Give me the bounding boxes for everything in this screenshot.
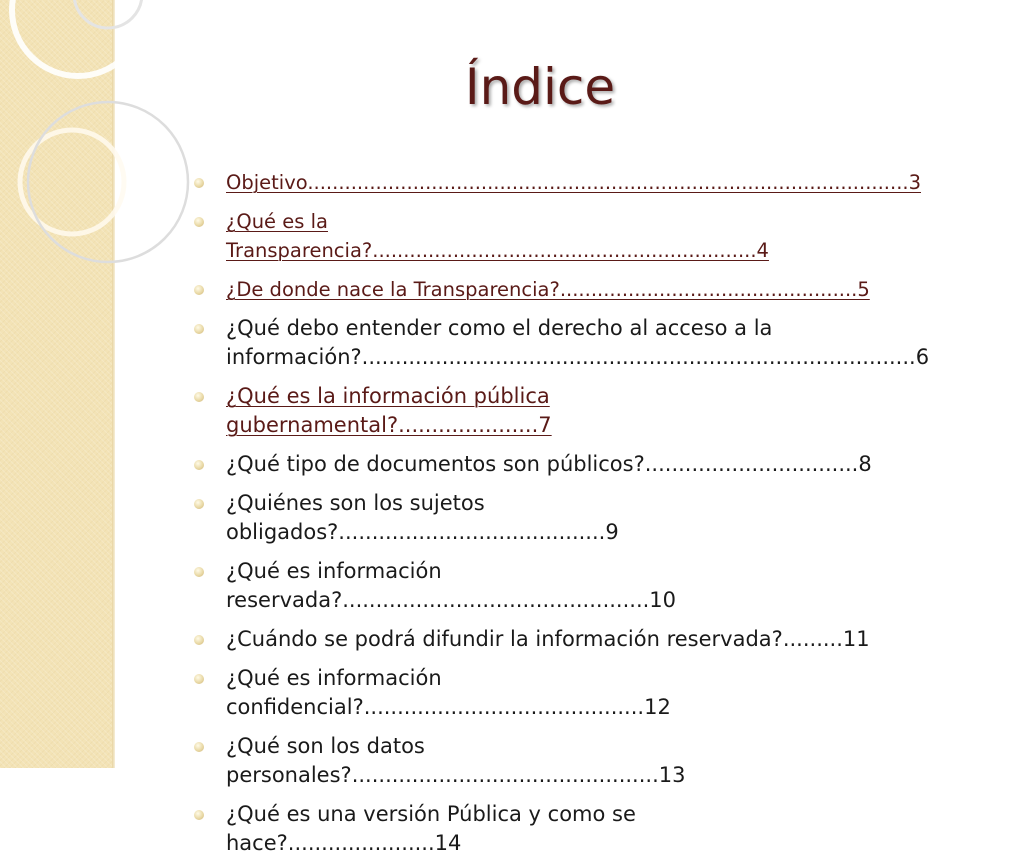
bullet-icon (194, 567, 204, 577)
bullet-icon (194, 285, 204, 295)
toc-item-label: ¿De donde nace la Transparencia?................................................5 (226, 278, 870, 301)
toc-item-label: ¿Cuándo se podrá difundir la información reservada?.........11 (226, 627, 870, 651)
toc-item-informacion-publica[interactable] (192, 382, 872, 440)
toc-item-informacion-confidencial (192, 664, 872, 722)
toc-item-version-publica (192, 800, 872, 858)
toc-item-label: ¿Qué es una versión Pública y como se hace?......................14 (226, 802, 636, 855)
toc-item-label: ¿Qué es información confidencial?..........................................12 (226, 666, 671, 719)
toc-item-label: ¿Qué son los datos personales?..............................................13 (226, 734, 686, 787)
toc-item-que-es-transparencia[interactable] (192, 207, 872, 265)
toc-item-informacion-reservada (192, 557, 872, 615)
bullet-icon (194, 674, 204, 684)
bullet-icon (194, 460, 204, 470)
toc-item-label: ¿Qué debo entender como el derecho al acceso a la información?...................................................................................6 (226, 316, 930, 369)
table-of-contents (192, 168, 930, 868)
toc-item-difundir-reservada (192, 625, 872, 654)
bullet-icon (194, 392, 204, 402)
bullet-icon (194, 324, 204, 334)
bullet-icon (194, 499, 204, 509)
toc-item-sujetos-obligados (192, 489, 872, 547)
bullet-icon (194, 217, 204, 227)
slide-title: Índice (464, 58, 616, 116)
toc-item-label: ¿Qué es la Transparencia?..............................................................4 (226, 210, 769, 262)
toc-item-de-donde-nace[interactable] (192, 275, 872, 304)
toc-item-label: ¿Qué es información reservada?..............................................10 (226, 559, 677, 612)
toc-item-tipo-documentos (192, 450, 872, 479)
toc-item-derecho-acceso (192, 314, 930, 372)
toc-item-objetivo[interactable] (192, 168, 921, 197)
toc-item-label: Objetivo.................................................................................................3 (226, 171, 921, 194)
toc-item-label: ¿Qué es la información pública gubernamental?.....................7 (226, 384, 552, 437)
toc-item-datos-personales (192, 732, 872, 790)
bullet-icon (194, 810, 204, 820)
bullet-icon (194, 178, 204, 188)
bullet-icon (194, 742, 204, 752)
toc-item-label: ¿Qué tipo de documentos son públicos?................................8 (226, 452, 872, 476)
bullet-icon (194, 635, 204, 645)
toc-item-label: ¿Quiénes son los sujetos obligados?........................................9 (226, 491, 619, 544)
